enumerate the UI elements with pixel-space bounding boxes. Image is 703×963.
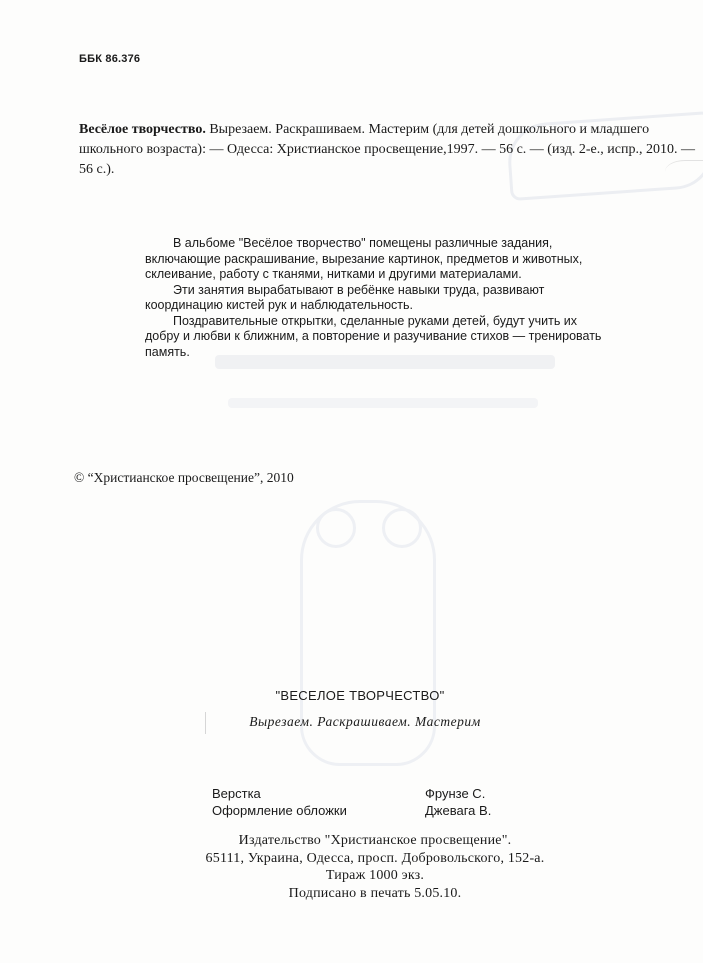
- book-title: "ВЕСЕЛОЕ ТВОРЧЕСТВО": [275, 688, 445, 703]
- bbk-classification: ББК 86.376: [79, 53, 141, 65]
- show-through-mark: [228, 398, 538, 408]
- bibliographic-citation: [79, 120, 695, 180]
- credit-role-cover: Оформление обложки: [212, 803, 347, 818]
- book-subtitle: Вырезаем. Раскрашиваем. Мастерим: [249, 714, 481, 729]
- copyright-notice: © “Христианское просвещение”, 2010: [74, 470, 294, 485]
- address-line: 65111, Украина, Одесса, просп. Добровольского, 152-а.: [205, 850, 545, 866]
- annotation-paragraph: Эти занятия вырабатывают в ребёнке навыки труда, развивают координацию кистей рук и наблюдательность.: [145, 282, 545, 312]
- signed-to-print-line: Подписано в печать 5.05.10.: [288, 885, 462, 901]
- annotation-paragraph: Поздравительные открытки, сделанные руками детей, будут учить их добру и любви к ближним, а повторение и разучивание стихов — тренировать память.: [145, 313, 602, 359]
- publisher-line: Издательство "Христианское просвещение".: [238, 833, 512, 848]
- print-run-line: Тираж 1000 экз.: [325, 868, 425, 883]
- show-through-bear-ear: [316, 508, 356, 548]
- credit-role-layout: Верстка: [212, 786, 261, 801]
- annotation-paragraph: В альбоме "Весёлое творчество" помещены различные задания, включающие раскрашивание, вырезание картинок, предметов и животных, склеивание, работу с тканями, нитками и другими материалами.: [145, 236, 583, 281]
- citation-line-1: Вырезаем. Раскрашиваем. Мастерим (для детей дошкольного и младшего: [205, 122, 650, 137]
- imprint-block: [200, 832, 550, 902]
- credit-name-cover: Джевага В.: [425, 803, 492, 818]
- show-through-bear-ear: [382, 508, 422, 548]
- credit-name-layout: Фрунзе С.: [425, 786, 486, 801]
- citation-title: Весёлое творчество.: [79, 122, 206, 137]
- annotation-block: [145, 236, 605, 360]
- citation-line-2: школьного возраста): — Одесса: Христианское просвещение,1997. — 56 с. — (изд. 2-е., испр., 2010. — 56 с.).: [79, 142, 695, 177]
- page-edge-mark: [205, 712, 206, 734]
